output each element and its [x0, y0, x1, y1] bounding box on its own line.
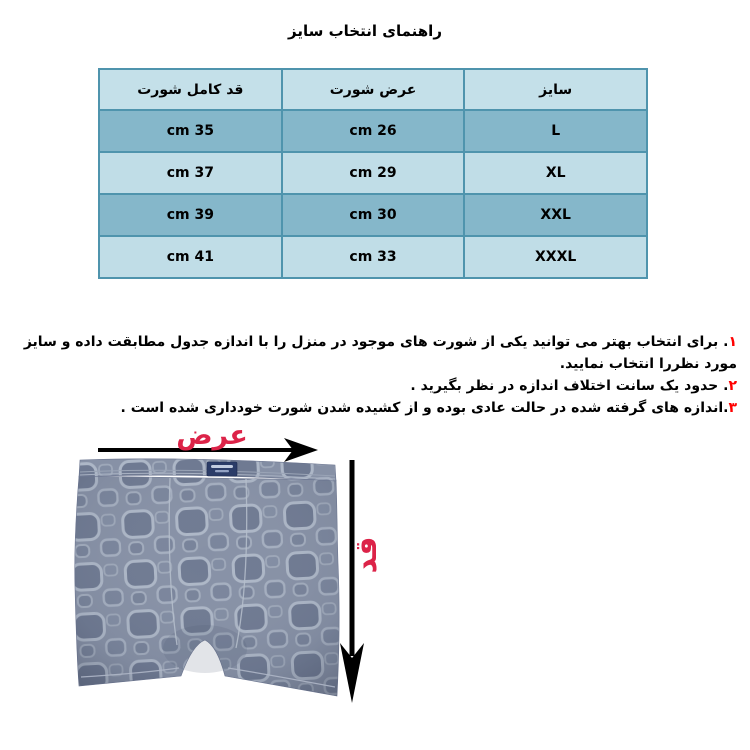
note-text: . حدود یک سانت اختلاف اندازه در نظر بگیرید . [410, 378, 729, 394]
note-number: ۳ [728, 400, 737, 416]
length-cell: 39 cm [99, 194, 282, 236]
length-cell: 35 cm [99, 110, 282, 152]
size-cell: L [464, 110, 647, 152]
length-cell: 41 cm [99, 236, 282, 278]
note-number: ۲ [728, 378, 737, 394]
measurement-diagram [60, 413, 400, 748]
page-title: راهنمای انتخاب سایز [288, 22, 442, 40]
note-item [15, 375, 737, 397]
header-cell-width: عرض شورت [282, 69, 465, 110]
note-text: .اندازه های گرفته شده در حالت عادی بوده و از کشیده شدن شورت خودداری شده است . [120, 400, 729, 416]
note-item [15, 331, 737, 375]
brand-label [207, 462, 237, 476]
size-cell: XXXL [464, 236, 647, 278]
table-row [99, 236, 647, 278]
boxer-shorts-illustration [75, 459, 339, 696]
table-header-row [99, 69, 647, 110]
width-cell: 33 cm [282, 236, 465, 278]
width-cell: 30 cm [282, 194, 465, 236]
header-cell-length: قد کامل شورت [99, 69, 282, 110]
table-row [99, 194, 647, 236]
notes-section [15, 331, 737, 419]
width-cell: 26 cm [282, 110, 465, 152]
length-arrow [340, 460, 364, 703]
width-label: عرض [176, 420, 248, 451]
header-cell-size: سایز [464, 69, 647, 110]
width-cell: 29 cm [282, 152, 465, 194]
table-row [99, 152, 647, 194]
note-text: . برای انتخاب بهتر می توانید یکی از شورت های موجود در منزل را با اندازه جدول مطابقت داده و سایز مورد نظررا انتخاب نمایید. [23, 334, 737, 372]
size-cell: XXL [464, 194, 647, 236]
note-number: ۱ [728, 334, 737, 350]
size-table [98, 68, 648, 279]
length-label: قد [349, 536, 384, 574]
length-cell: 37 cm [99, 152, 282, 194]
size-cell: XL [464, 152, 647, 194]
table-row [99, 110, 647, 152]
